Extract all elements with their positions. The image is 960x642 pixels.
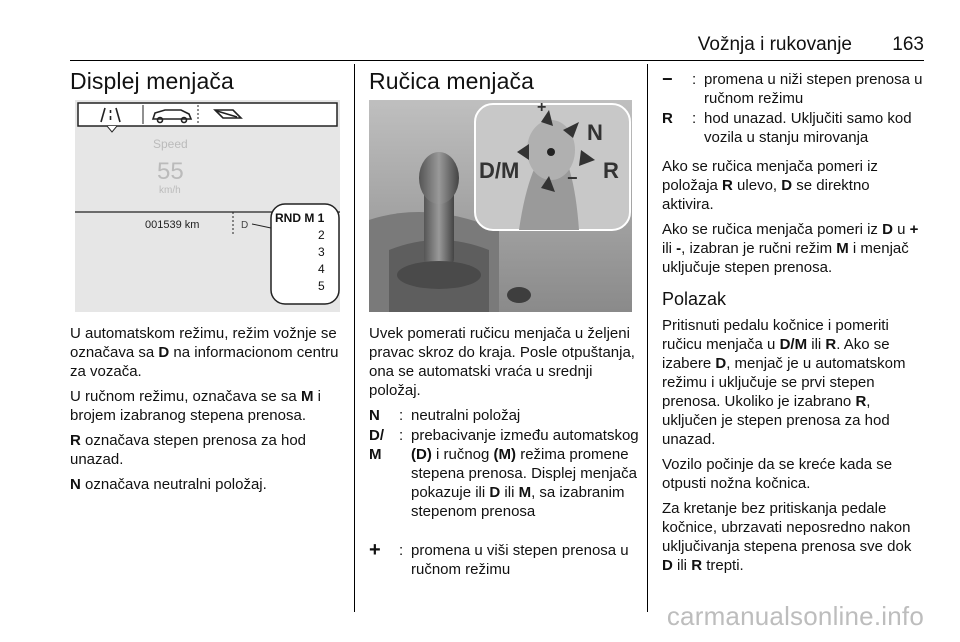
column-shifter [369,64,637,95]
dm-label: D/M [479,158,520,183]
watermark: carmanualsonline.info [666,601,924,631]
shifter-illustration [369,100,632,312]
def-text: promena u viši stepen prenosa u ručnom režimu [411,542,629,578]
odometer: 001539 km [145,219,200,231]
def-row: + : promena u viši stepen prenosa u ručnom režimu [369,539,629,578]
paragraph: Za kretanje bez pritiskanja pedale kočnice, ubrzavati neposredno nakon uključivanja stepena prenosa sve dok D ili R trepti. [662,500,912,574]
paragraph: U ručnom režimu, označava se sa M i brojem izabranog stepena prenosa. [70,388,321,424]
speed-unit: km/h [159,185,181,196]
heading-shifter: Ručica menjača [369,68,535,94]
def-row: N : neutralni položaj [369,407,521,424]
paragraph: Vozilo počinje da se kreće kada se otpusti nožna kočnica. [662,456,893,492]
definition-list [662,70,924,147]
column-divider [647,64,648,612]
minus-label: − [567,168,578,188]
paragraph: Ako se ručica menjača pomeri iz položaja R ulevo, D se direktno aktivira. [662,158,878,213]
column-divider [354,64,355,612]
def-key: D/ M [369,427,384,463]
def-key: R [662,110,673,127]
def-text: prebacivanje između automatskog (D) i ručnog (M) režima promene stepena prenosa. Displej menjača pokazuje ili D ili M, sa izabranim stepenom prenosa [411,427,639,520]
column-right [662,70,924,581]
def-text: hod unazad. Uključiti samo kod vozila u stanju mirovanja [704,110,912,146]
transmission-display-svg [75,100,340,312]
page-number: 163 [892,34,924,55]
def-key: N [369,407,380,424]
display-text [70,324,345,500]
page-header [70,34,924,61]
gear-indicator: D [241,220,249,231]
def-row: R : hod unazad. Uključiti samo kod vozila u stanju mirovanja [662,110,912,146]
gear-2: 2 [318,228,325,242]
paragraph: U automatskom režimu, režim vožnje se označava sa D na informacionom centru za vozača. [70,325,339,380]
def-row: D/ M : prebacivanje između automatskog (D) i ručnog (M) režima promene stepena prenosa. Displej menjača pokazuje ili D ili M, sa izabranim stepenom prenosa [369,427,639,520]
def-text: promena u niži stepen prenosa u ručnom režimu [704,71,923,107]
speed-label: Speed [153,137,188,151]
plus-icon: + [369,539,381,561]
paragraph: Uvek pomerati ručicu menjača u željeni pravac skroz do kraja. Posle otpuštanja, ona se automatski vraća u srednji položaj. [369,325,635,399]
gear-line: RND M 1 [275,211,325,225]
paragraph: N označava neutralni položaj. [70,476,267,493]
r-label: R [603,158,619,183]
definition-list [369,406,641,579]
gear-4: 4 [318,262,325,276]
gear-5: 5 [318,279,325,293]
paragraph: Pritisnuti pedalu kočnice i pomeriti ručicu menjača u D/M ili R. Ako se izabere D, menjač je u automatskom režimu i uključuje se prvi stepen prenosa. Ukoliko je izabrano R, uključen je stepen prenosa za hod unazad. [662,317,906,448]
shifter-svg [369,100,632,312]
shifter-text [369,324,641,580]
n-label: N [587,120,603,145]
heading-display: Displej menjača [70,68,234,94]
speed-value: 55 [157,158,184,185]
minus-icon: − [662,69,673,89]
def-text: neutralni položaj [411,407,521,424]
heading-start: Polazak [662,289,727,309]
display-illustration [75,100,340,312]
column-display [70,64,342,95]
section-title: Vožnja i rukovanje [697,34,852,55]
paragraph: R označava stepen prenosa za hod unazad. [70,432,307,468]
gear-3: 3 [318,245,325,259]
def-row: − : promena u niži stepen prenosa u ručnom režimu [662,69,923,107]
paragraph: Ako se ručica menjača pomeri iz D u + ili -, izabran je ručni režim M i menjač uključuje stepen prenosa. [662,221,919,276]
plus-label: + [537,100,547,116]
